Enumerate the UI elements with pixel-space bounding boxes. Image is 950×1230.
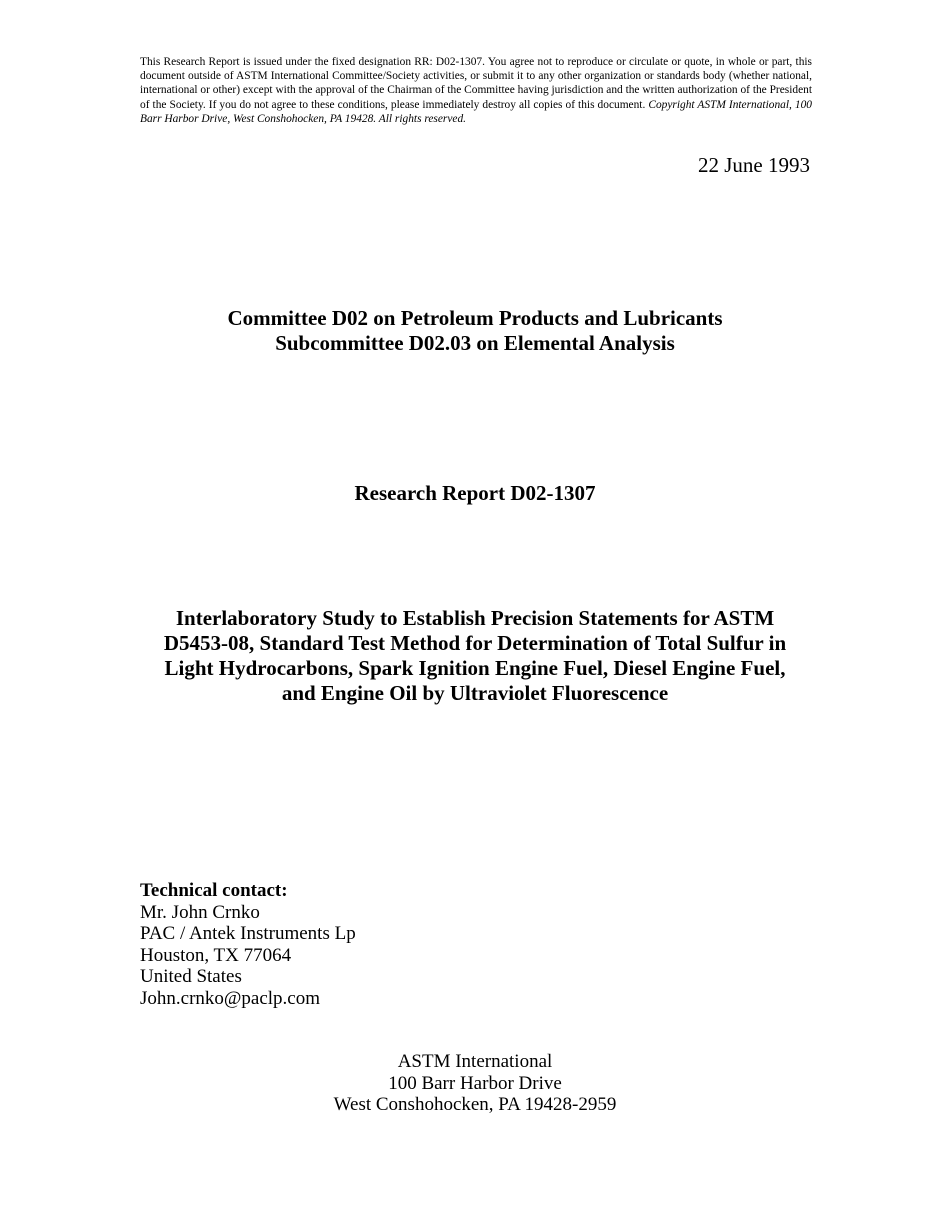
- study-title: [140, 606, 810, 706]
- astm-street: 100 Barr Harbor Drive: [388, 1072, 562, 1094]
- study-title-line-3: Light Hydrocarbons, Spark Ignition Engine Fuel, Diesel Engine Fuel,: [164, 656, 786, 680]
- technical-contact-heading: Technical contact:: [140, 880, 288, 901]
- subcommittee-name: Subcommittee D02.03 on Elemental Analysis: [275, 331, 675, 355]
- committee-heading: [0, 306, 950, 356]
- report-date: 22 June 1993: [698, 153, 810, 177]
- contact-name: Mr. John Crnko: [140, 901, 260, 923]
- committee-name: Committee D02 on Petroleum Products and Lubricants: [227, 306, 723, 330]
- contact-country: United States: [140, 966, 242, 987]
- astm-name: ASTM International: [397, 1051, 553, 1072]
- report-number: Research Report D02-1307: [354, 481, 596, 505]
- contact-organization: PAC / Antek Instruments Lp: [140, 923, 356, 944]
- technical-contact-block: [140, 880, 356, 1009]
- copyright-line: Copyright ASTM International, 100 Barr Harbor Drive, West Conshohocken, PA 19428. All rights reserved.: [140, 98, 812, 125]
- astm-city: West Conshohocken, PA 19428-2959: [333, 1094, 617, 1115]
- astm-address-block: [0, 1051, 950, 1116]
- study-title-line-1: Interlaboratory Study to Establish Precision Statements for ASTM: [175, 606, 775, 630]
- contact-email: John.crnko@paclp.com: [140, 987, 321, 1009]
- study-title-line-4: and Engine Oil by Ultraviolet Fluorescence: [281, 681, 669, 705]
- study-title-line-2: D5453-08, Standard Test Method for Determination of Total Sulfur in: [163, 631, 787, 655]
- contact-city: Houston, TX 77064: [140, 944, 292, 966]
- copyright-notice: [140, 55, 812, 126]
- notice-text: This Research Report is issued under the fixed designation RR: D02-1307. You agree not to reproduce or circulate or quote, in whole or part, this document outside of ASTM International Committee/Society activities, or submit it to any other organization or standards body (whether national, international or other) except with the approval of the Chairman of the Committee having jurisdiction and the written authorization of the President of the Society. If you do not agree to these conditions, please immediately destroy all copies of this document.: [140, 56, 812, 111]
